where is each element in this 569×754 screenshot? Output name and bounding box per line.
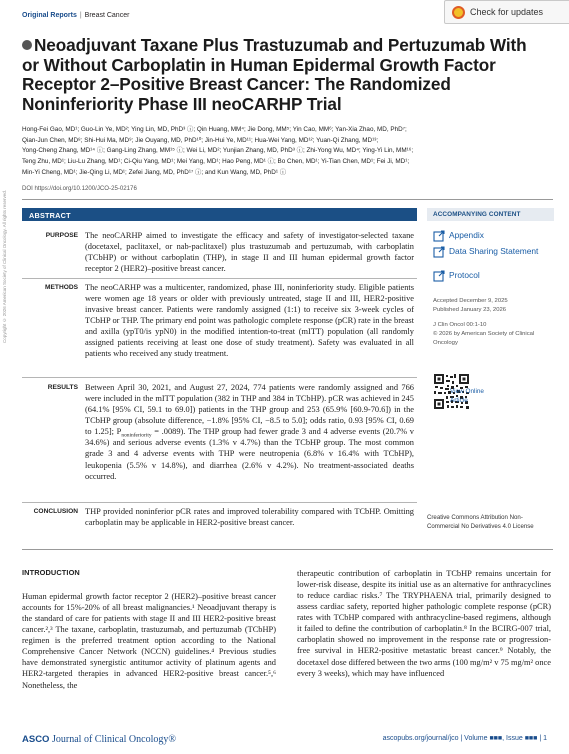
copyright: © 2026 by American Society of Clinical Oncology [433,330,535,346]
author-list [22,125,550,179]
conclusion-text: THP provided noninferior pCR rates and improved tolerability compared with TCbHP. Omitting carboplatin may be applicable in HER2-positive breast cancer. [85,507,414,528]
data-sharing-link[interactable] [433,246,548,256]
appendix-link[interactable] [433,230,484,240]
article-title [22,36,542,114]
check-updates-button[interactable] [444,0,569,24]
article-title-text: Neoadjuvant Taxane Plus Trastuzumab and Pertuzumab With or Without Carboplatin in Human Epidermal Growth Factor Receptor 2–Positive Breast Cancer: The Randomized Noninferiority Phase III neoCARHP Trial [22,35,527,114]
divider [22,502,417,503]
accompanying-content-heading: ACCOMPANYING CONTENT [433,211,521,218]
header-separator: | [79,12,82,19]
author-line: Yong-Cheng Zhang, MD¹⁴ ⓘ; Gang-Ling Zhang, MM¹⁵ ⓘ; Wei Li, MD²; Yunjian Zhang, MD, PhD³ ⓘ; Zhi-Yong Wu, MD⁴; Ying-Yi Lin, MM¹⁶; [22,147,414,155]
crossmark-icon [452,6,465,19]
topic-label: Breast Cancer [84,12,130,19]
methods-text: The neoCARHP was a multicenter, randomized, phase III, noninferiority study. Eligible patients were women age 18 years or older with previously untreated, stage II and III, HER2-positive invasive breast cancer. Patients were randomly assigned (1:1) to receive six 3-week cycles of TCbHP or THP. The primary end point was pathologic complete response (pCR) rate in the breast and axilla (ypT0/is ypN0) in the modified intention-to-treat (mITT) population (all randomly assigned patients receiving at least one dose of study treatment). Safety was evaluated in all patients who received any study treatment. [85,283,414,359]
accepted-date: Accepted December 9, 2025 [433,298,508,304]
check-updates-label: Check for updates [470,7,544,17]
page-footer [0,724,569,754]
body-column-left: Human epidermal growth factor receptor 2 (HER2)–positive breast cancer accounts for 15%-20% of all breast malignancies.¹ Neoadjuvant therapy is the standard of care for patients with stage II and III HER2-positive breast cancer.²,³ The taxane, carboplatin, trastuzumab, and pertuzumab (TCbHP) regimen is the preferred treatment option according to the National Comprehensive Cancer Network (NCCN) guidelines.⁴ Previous studies have demonstrated synergistic antitumor activity of platinum agents and HER2-targeted therapies in advanced HER2-positive breast cancer.⁵,⁶ Nonetheless, the [22,592,276,690]
accompanying-content-bar [427,208,554,221]
footer-journal-url[interactable]: ascopubs.org/journal/jco | Volume ■■■, Issue ■■■ | 1 [382,735,547,742]
asco-logo: ASCO [22,734,50,745]
body-column-right: therapeutic contribution of carboplatin in TCbHP remains uncertain for lower-risk disease, despite its initial use as an alternative for anthracyclines to reduce cardiac risks.⁷ The TRYPHAENA trial, primarily designed to assess cardiac safety, reported higher pathologic complete response (pCR) rates with TCbHP compared with anthracycline-based regimens, although it failed to define the contribution of carboplatin.⁸ In the BCIRG-007 trial, carboplatin showed no improvement in the response rate or progression-free survival in HER2-positive metastatic breast cancer.⁹ Notably, the docetaxel dose differed between the two arms (100 mg/m² v 75 mg/m² once every 3 weeks), which may have influenced [297,569,551,678]
doi-link[interactable]: DOI https://doi.org/10.1200/JCO-25-02176 [22,185,137,192]
side-copyright: Copyright © 2026 American Society of Clinical Oncology. All rights reserved. [2,190,7,343]
section-label[interactable]: Original Reports [22,12,77,19]
abstract-heading-bar [22,208,417,221]
author-line: Min-Yi Cheng, MD¹; Jie-Qing Li, MD¹; Zefei Jiang, MD, PhD¹⁷ ⓘ; and Kun Wang, MD, PhD¹ ⓘ [22,168,287,176]
introduction-heading: INTRODUCTION [22,568,80,577]
divider [22,377,417,378]
open-access-icon [22,40,32,50]
author-line: Qian-Jun Chen, MD⁸; Shi-Hui Ma, MD⁹; Jie Ouyang, MD, PhD¹⁰; Jin-Hui Ye, MD¹¹; Hua-Wei Yang, MD¹²; Yuan-Qi Zhang, MD¹³; [22,136,379,144]
data-sharing-label: Data Sharing Statement [449,246,539,256]
appendix-label: Appendix [449,230,484,240]
protocol-link[interactable] [433,270,480,280]
results-label: RESULTS [47,384,78,391]
abstract-heading: ABSTRACT [29,210,71,220]
results-text: Between April 30, 2021, and August 27, 2024, 774 patients were randomly assigned and 766 were included in the mITT population (382 in THP and 384 in TCbHP). pCR was achieved in 245 (64.1% [95% CI, 59.1 to 69.0]) patients in the THP group and 253 (65.9% [60.9-70.6]) in the TCbHP group (absolute difference, −1.8% [95% CI, −8.5 to 5.0]; odds ratio, 0.93 [95% CI, 0.69 to 1.25]; $P_{noninferiority} = .0089$). The THP group had fewer grade 3 and 4 adverse events (20.7% v 34.6%) and serious adverse events (1.3% v 4.7%) than the TCbHP group. The most common grade 3 and 4 adverse events with THP were neutropenia (6.8% v 16.4% with TCbHP), leukopenia (5.5% v 14.8%), and diarrhea (2.6% v 4.2%). No treatment-associated deaths occurred. [85,383,414,481]
journal-name: Journal of Clinical Oncology® [52,734,176,745]
purpose-label: PURPOSE [45,232,78,239]
divider [22,549,553,550]
divider [22,199,553,200]
citation: J Clin Oncol 00:1-10 [433,321,487,328]
license-text: Creative Commons Attribution Non-Commercial No Derivatives 4.0 License [427,514,534,530]
purpose-text: The neoCARHP aimed to investigate the efficacy and safety of investigator-selected taxane (docetaxel, paclitaxel, or nab-paclitaxel) plus trastuzumab and pertuzumab, with carboplatin (TCbHP) or without carboplatin (THP), in stage II and III human epidermal growth factor receptor 2 (HER2)–positive breast cancer. [85,231,414,274]
divider [22,278,417,279]
article-meta [433,297,551,348]
external-link-icon [433,270,445,282]
author-line: Teng Zhu, MD¹; Liu-Lu Zhang, MD¹; Ci-Qiu Yang, MD¹; Mei Yang, MD¹; Hao Peng, MD¹ ⓘ; Bo Chen, MD¹; Yi-Tian Chen, MD¹; Fei Ji, MD¹; [22,158,410,166]
view-online-link[interactable]: View Online Article [450,388,484,404]
conclusion-label: CONCLUSION [33,508,78,515]
external-link-icon [433,230,445,242]
external-link-icon [433,246,445,258]
protocol-label: Protocol [449,270,480,280]
published-date: Published January 23, 2026 [433,306,507,313]
running-header [22,12,129,19]
methods-label: METHODS [45,284,78,291]
author-line: Hong-Fei Gao, MD¹; Guo-Lin Ye, MD²; Ying Lin, MD, PhD³ ⓘ; Qin Huang, MM⁴; Jie Dong, MM⁵; Yin Cao, MM⁶; Yan-Xia Zhao, MD, PhD⁷; [22,126,407,133]
